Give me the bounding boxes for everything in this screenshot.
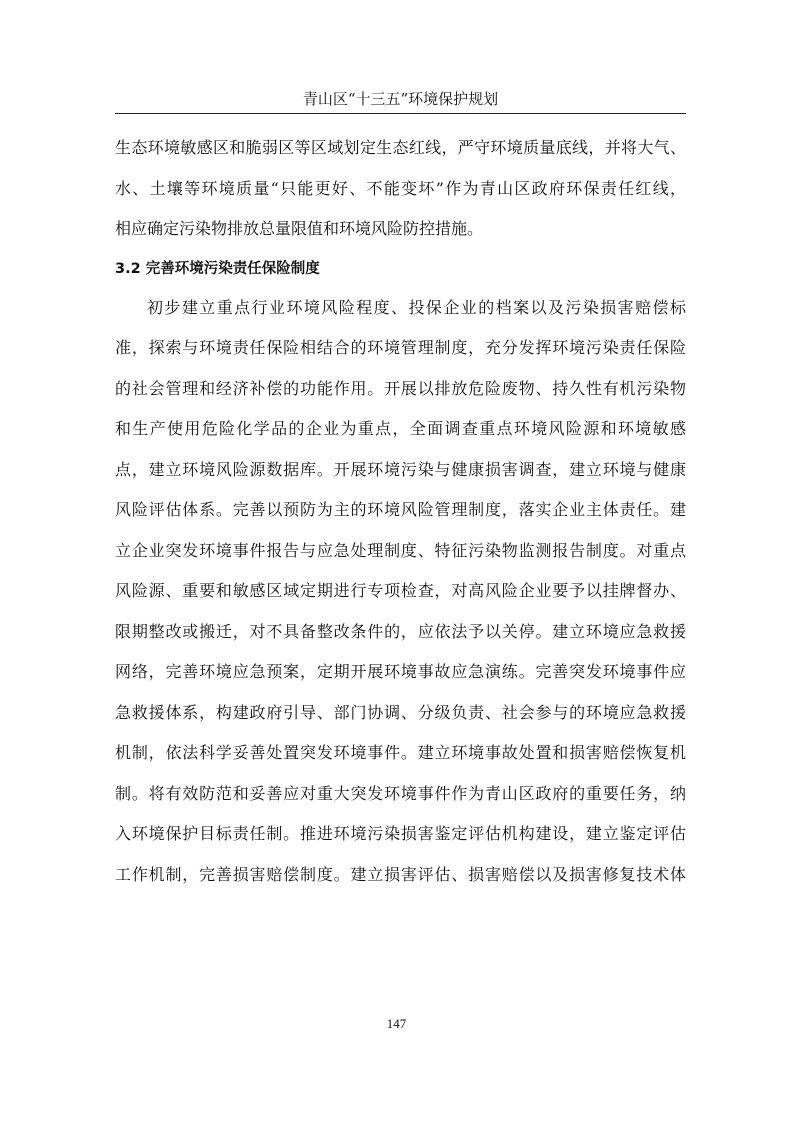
text-line: 点，建立环境风险源数据库。开展环境污染与健康损害调查，建立环境与健康 — [115, 459, 686, 479]
text-line: 水、土壤等环境质量“只能更好、不能变坏”作为青山区政府环保责任红线， — [115, 178, 686, 198]
text-line: 初步建立重点行业环境风险程度、投保企业的档案以及污染损害赔偿标 — [147, 297, 686, 317]
text-line: 相应确定污染物排放总量限值和环境风险防控措施。 — [115, 219, 484, 238]
text-line: 工作机制，完善损害赔偿制度。建立损害评估、损害赔偿以及损害修复技术体 — [115, 864, 686, 884]
text-line: 网络，完善环境应急预案，定期开展环境事故应急演练。完善突发环境事件应 — [115, 662, 686, 681]
paragraph-2 — [115, 288, 686, 896]
text-line: 制。将有效防范和妥善应对重大突发环境事件作为青山区政府的重要任务，纳 — [115, 783, 686, 803]
text-line: 机制，依法科学妥善处置突发环境事件。建立环境事故处置和损害赔偿恢复机 — [115, 743, 686, 762]
page-number: 147 — [386, 1016, 407, 1031]
section-heading: 3.2 完善环境污染责任保险制度 — [115, 260, 320, 277]
document-body — [115, 128, 686, 895]
text-line: 限期整改或搬迁，对不具备整改条件的，应依法予以关停。建立环境应急救援 — [115, 621, 686, 641]
text-line: 准，探索与环境责任保险相结合的环境管理制度，充分发挥环境污染责任保险 — [115, 338, 686, 357]
text-line: 风险源、重要和敏感区域定期进行专项检查，对高风险企业要予以挂牌督办、 — [115, 581, 686, 600]
text-line: 立企业突发环境事件报告与应急处理制度、特征污染物监测报告制度。对重点 — [115, 540, 686, 560]
text-line: 和生产使用危险化学品的企业为重点，全面调查重点环境风险源和环境敏感 — [115, 419, 686, 438]
running-header — [115, 84, 686, 114]
text-line: 风险评估体系。完善以预防为主的环境风险管理制度，落实企业主体责任。建 — [115, 500, 686, 519]
paragraph-1 — [115, 128, 686, 250]
text-line: 生态环境敏感区和脆弱区等区域划定生态红线，严守环境质量底线，并将大气、 — [115, 138, 686, 157]
document-title: 青山区“十三五”环境保护规划 — [302, 90, 499, 108]
text-line: 急救援体系，构建政府引导、部门协调、分级负责、社会参与的环境应急救援 — [115, 702, 686, 722]
text-line: 的社会管理和经济补偿的功能作用。开展以排放危险废物、持久性有机污染物 — [115, 378, 686, 398]
text-line: 入环境保护目标责任制。推进环境污染损害鉴定评估机构建设，建立鉴定评估 — [115, 824, 686, 843]
